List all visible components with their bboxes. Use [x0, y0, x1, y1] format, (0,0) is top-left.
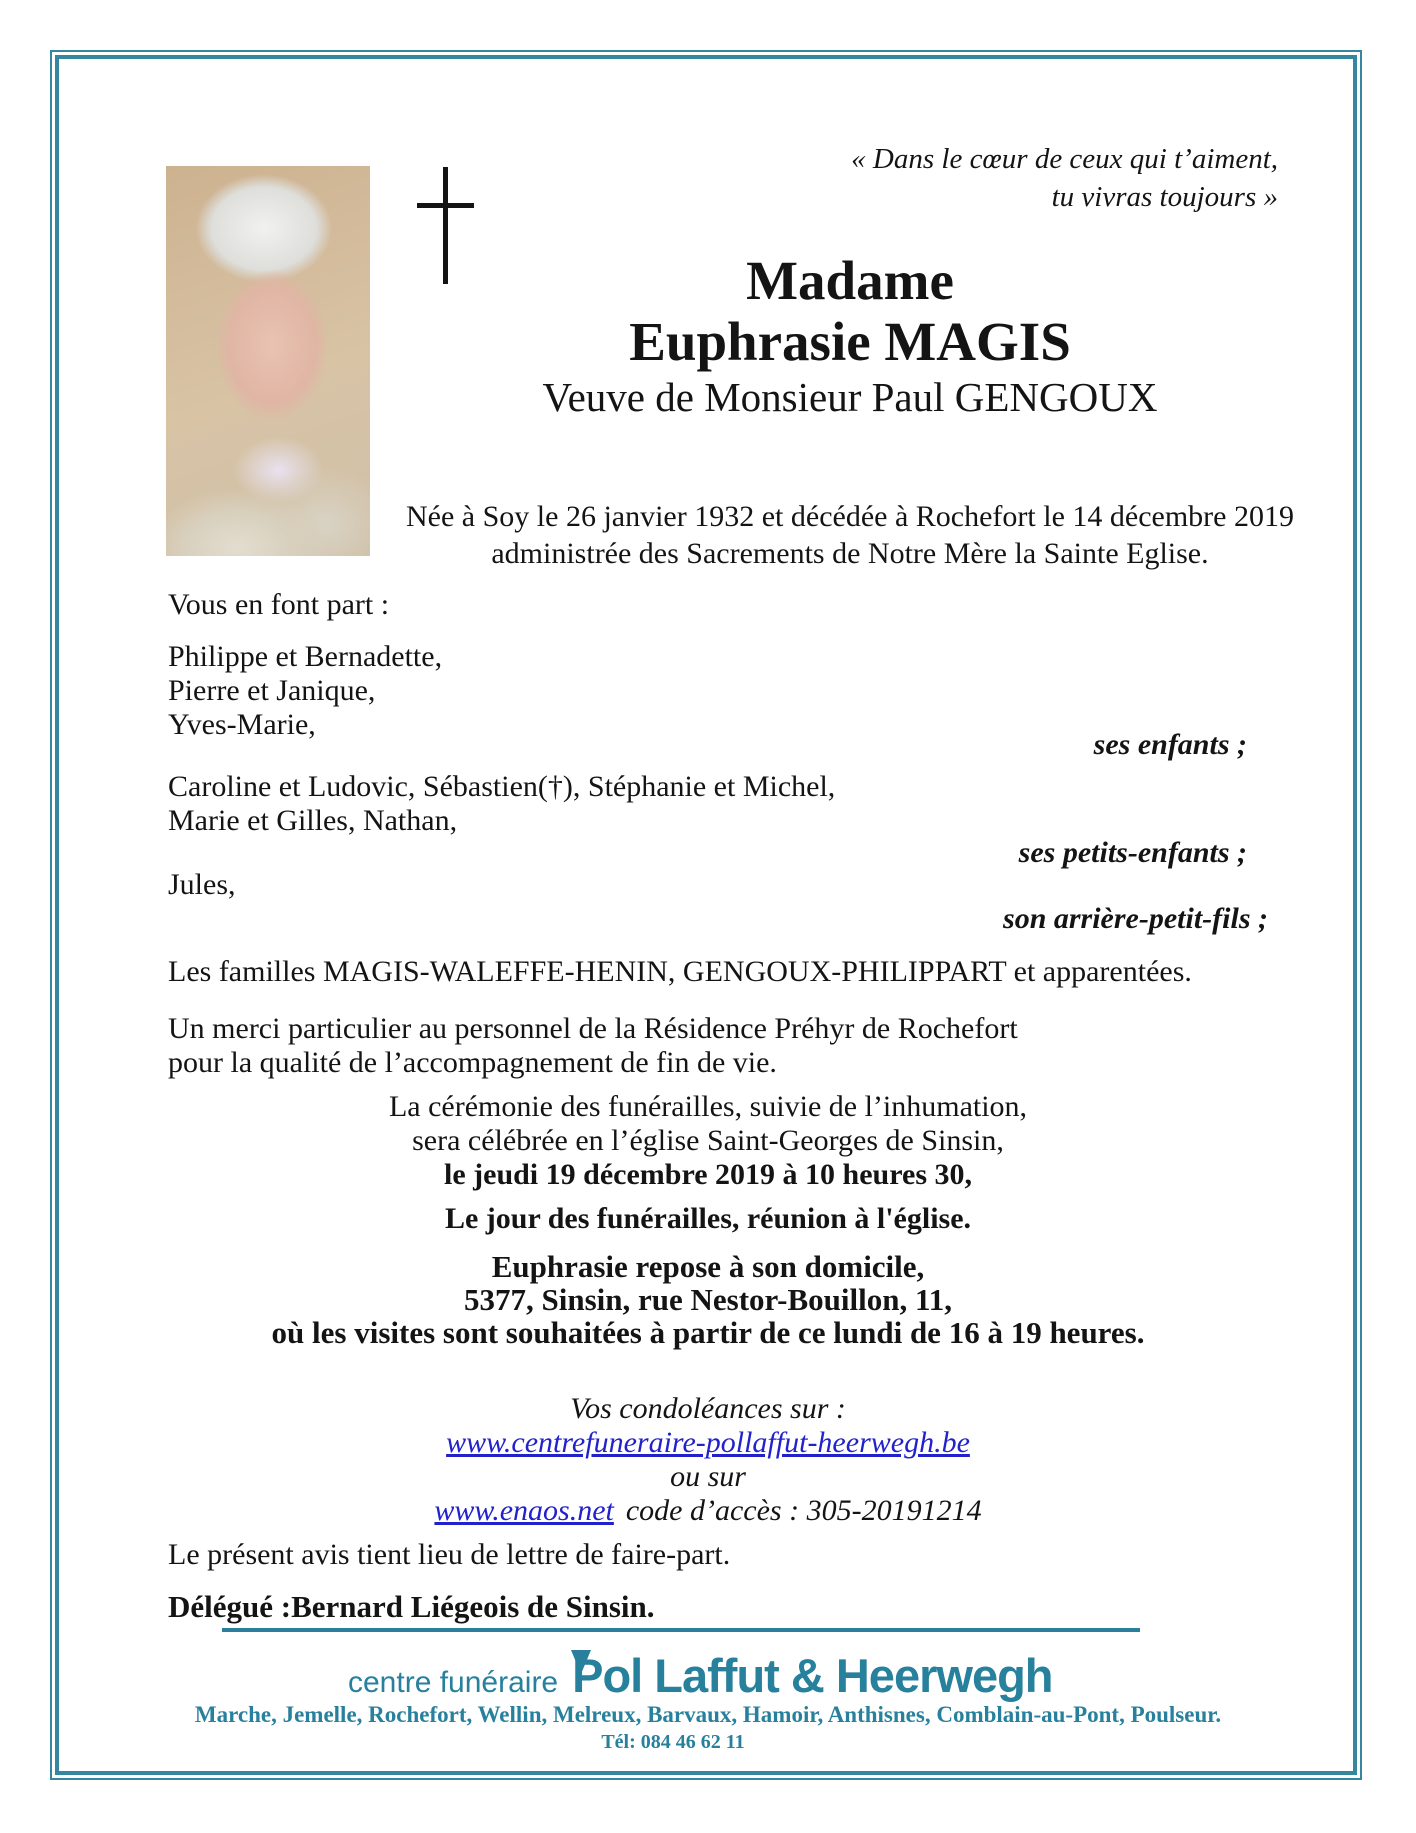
deceased-name: Euphrasie MAGIS — [629, 311, 1071, 372]
children-names-list — [168, 640, 442, 742]
funeral-home-name: Pol Laffut & Heerwegh — [572, 1649, 1053, 1702]
funeral-home-locations: Marche, Jemelle, Rochefort, Wellin, Melreux, Barvaux, Hamoir, Anthisnes, Comblain-au-Pont, Poulseur. — [194, 1702, 1222, 1727]
deceased-widow-of: Veuve de Monsieur Paul GENGOUX — [542, 374, 1158, 420]
deceased-title-block — [410, 250, 1290, 422]
great-grandchild-name: Jules, — [168, 868, 236, 901]
quote-line-1: « Dans le cœur de ceux qui t’aiment, — [851, 143, 1278, 175]
repose-line-2: 5377, Sinsin, rue Nestor-Bouillon, 11, — [463, 1282, 953, 1317]
footer-divider-line — [222, 1628, 1140, 1632]
funeral-home-prefix: centre funéraire — [348, 1666, 559, 1699]
repose-line-1: Euphrasie repose à son domicile, — [491, 1249, 925, 1284]
grandchildren-names-list — [168, 770, 835, 838]
ceremony-line-2: sera célébrée en l’église Saint-Georges de Sinsin, — [412, 1124, 1004, 1157]
ceremony-date-line: le jeudi 19 décembre 2019 à 10 heures 30, — [443, 1158, 972, 1191]
repose-line-3: où les visites sont souhaitées à partir de ce lundi de 16 à 19 heures. — [271, 1315, 1145, 1350]
list-item: Caroline et Ludovic, Sébastien(†), Stéphanie et Michel, — [168, 770, 836, 803]
notice-line: Le présent avis tient lieu de lettre de faire-part. — [168, 1538, 731, 1571]
delegate-line: Délégué :Bernard Liégeois de Sinsin. — [168, 1589, 655, 1624]
birth-death-line: Née à Soy le 26 janvier 1932 et décédée à Rochefort le 14 décembre 2019 — [406, 500, 1294, 533]
list-item: Philippe et Bernadette, — [168, 640, 443, 673]
thanks-block — [168, 1012, 1018, 1080]
list-item: Pierre et Janique, — [168, 674, 376, 707]
access-code-text: code d’accès : 305-20191214 — [625, 1494, 982, 1527]
children-label: ses enfants ; — [1093, 728, 1247, 761]
memorial-quote — [658, 140, 1278, 216]
condolences-heading: Vos condoléances sur : — [570, 1392, 846, 1425]
list-item: Marie et Gilles, Nathan, — [168, 804, 458, 837]
quote-line-2: tu vivras toujours » — [1051, 181, 1278, 213]
deceased-title: Madame — [746, 250, 954, 311]
funeral-home-website-link[interactable]: www.centrefuneraire-pollaffut-heerwegh.be — [446, 1426, 970, 1459]
life-dates-block — [380, 498, 1320, 572]
enaos-website-link[interactable]: www.enaos.net — [434, 1494, 614, 1527]
portrait-photo — [166, 166, 370, 556]
funeral-home-logo — [348, 1648, 1068, 1703]
great-grandchild-label: son arrière-petit-fils ; — [1003, 902, 1268, 935]
ceremony-line-1: La cérémonie des funérailles, suivie de l’inhumation, — [388, 1090, 1028, 1123]
cross-icon — [417, 203, 474, 208]
ceremony-block — [55, 1090, 1361, 1192]
repose-block — [55, 1250, 1361, 1349]
meeting-line: Le jour des funérailles, réunion à l'église. — [444, 1202, 972, 1235]
list-item: Yves-Marie, — [168, 708, 316, 741]
grandchildren-label: ses petits-enfants ; — [1018, 836, 1247, 869]
condolences-block — [55, 1392, 1361, 1528]
thanks-line-1: Un merci particulier au personnel de la Résidence Préhyr de Rochefort — [168, 1012, 1018, 1045]
families-line: Les familles MAGIS-WALEFFE-HENIN, GENGOUX-PHILIPPART et apparentées. — [168, 955, 1192, 988]
thanks-line-2: pour la qualité de l’accompagnement de fin de vie. — [168, 1046, 777, 1079]
condolences-or-text: ou sur — [670, 1460, 746, 1493]
announcement-intro: Vous en font part : — [168, 588, 390, 621]
sacraments-line: administrée des Sacrements de Notre Mère la Sainte Eglise. — [491, 537, 1209, 570]
funeral-home-phone: Tél: 084 46 62 11 — [601, 1731, 745, 1753]
